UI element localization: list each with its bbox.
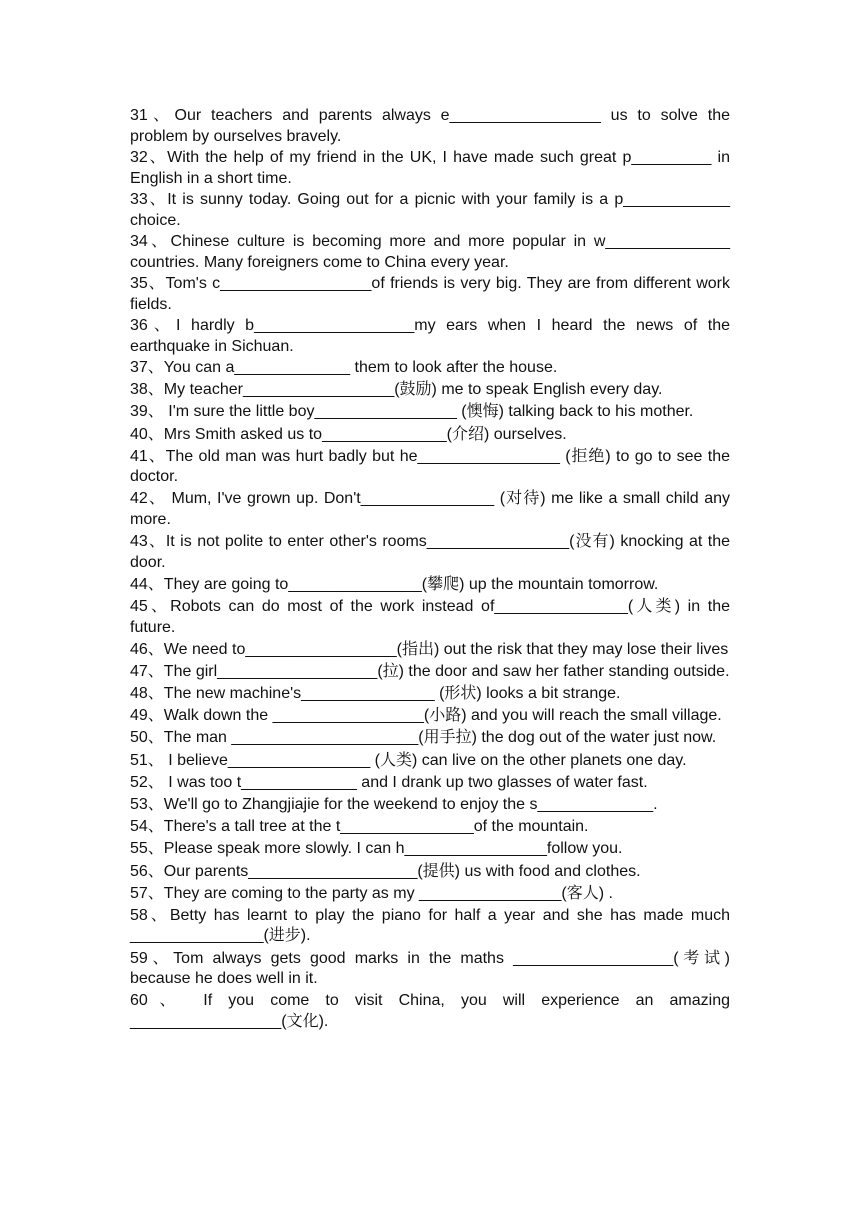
- question-55: 55、Please speak more slowly. I can h________________follow you.: [130, 840, 623, 858]
- question-31: 31、Our teachers and parents always e_________________ us to solve the problem by ourselves bravely.: [130, 107, 730, 145]
- question-49: 49、Walk down the _________________(小路) and you will reach the small village.: [130, 707, 722, 725]
- question-38: 38、My teacher_________________(鼓励) me to speak English every day.: [130, 381, 663, 399]
- question-58: 58、Betty has learnt to play the piano for half a year and she has made much _______________(进步).: [130, 906, 730, 945]
- worksheet: [130, 106, 730, 1034]
- question-36: 36、I hardly b__________________my ears when I heard the news of the earthquake in Sichuan.: [130, 317, 730, 355]
- question-32: 32、With the help of my friend in the UK, I have made such great p_________ in English in a short time.: [130, 149, 730, 187]
- question-46: 46、We need to_________________(指出) out the risk that they may lose their lives: [130, 640, 729, 658]
- question-35: 35、Tom's c_________________of friends is very big. They are from different work fields.: [130, 275, 730, 313]
- question-50: 50、The man _____________________(用手拉) the dog out of the water just now.: [130, 729, 717, 747]
- question-52: 52、 I was too t_____________ and I drank up two glasses of water fast.: [130, 773, 648, 791]
- question-53: 53、We'll go to Zhangjiajie for the weekend to enjoy the s_____________.: [130, 796, 658, 813]
- question-43: 43、It is not polite to enter other's rooms________________(没有) knocking at the door.: [130, 533, 730, 571]
- question-56: 56、Our parents___________________(提供) us with food and clothes.: [130, 862, 641, 880]
- question-42: 42、 Mum, I've grown up. Don't_______________ (对待) me like a small child any more.: [130, 490, 730, 528]
- question-51: 51、 I believe________________ (人类) can live on the other planets one day.: [130, 751, 687, 769]
- question-60: 60、 If you come to visit China, you will experience an amazing _________________(文化).: [130, 992, 730, 1030]
- question-34: 34、Chinese culture is becoming more and more popular in w______________ countries. Many foreigners come to China every year.: [130, 233, 730, 271]
- question-37: 37、You can a_____________ them to look after the house.: [130, 359, 558, 376]
- question-47: 47、The girl__________________(拉) the door and saw her father standing outside.: [130, 662, 730, 680]
- question-41: 41、The old man was hurt badly but he________________ (拒绝) to go to see the doctor.: [130, 447, 730, 486]
- question-45: 45、Robots can do most of the work instead of_______________(人类) in the future.: [130, 598, 730, 636]
- question-48: 48、The new machine's_______________ (形状) looks a bit strange.: [130, 685, 621, 703]
- question-57: 57、They are coming to the party as my ________________(客人) .: [130, 884, 613, 902]
- question-59: 59、Tom always gets good marks in the maths __________________(考试) because he does well in it.: [130, 949, 730, 988]
- question-39: 39、 I'm sure the little boy________________ (懊悔) talking back to his mother.: [130, 403, 694, 421]
- question-40: 40、Mrs Smith asked us to______________(介绍) ourselves.: [130, 425, 567, 443]
- question-54: 54、There's a tall tree at the t_______________of the mountain.: [130, 818, 589, 836]
- question-44: 44、They are going to_______________(攀爬) up the mountain tomorrow.: [130, 575, 659, 593]
- question-33: 33、It is sunny today. Going out for a picnic with your family is a p____________ choice.: [130, 191, 730, 229]
